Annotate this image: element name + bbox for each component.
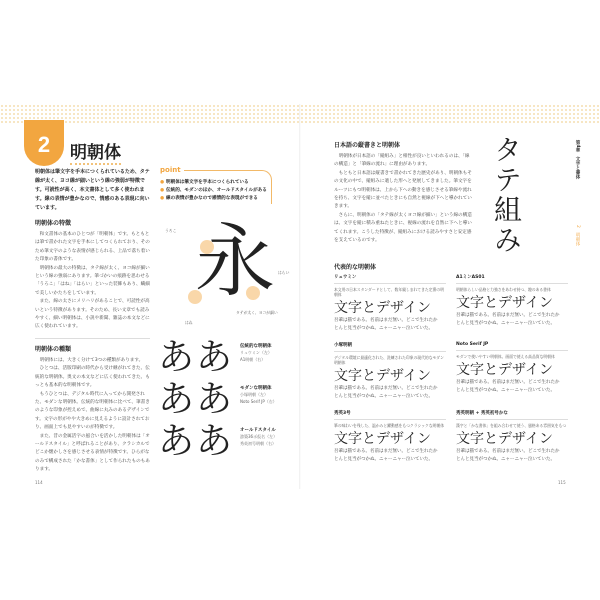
kana-sample: あ [158, 421, 195, 462]
font-card [456, 410, 568, 463]
paragraph: ひとつは、活版印刷の時代から受け継がれてきた、伝統的な明朝体。奥文の本文などに広く使われてきた、もっとも基本的な明朝体です。 [35, 366, 150, 389]
paragraph: 明朝体が日本語の「縦組み」と相性が良いといわれるのは、「線の構造」と「筆線の流れ」に理由があります。 [334, 154, 470, 168]
kana-sample: あ [158, 379, 195, 420]
page-title: 明朝体 [70, 138, 121, 165]
sample-text: とんと見当がつかぬ。ニャーニャー泣いていた。 [334, 325, 433, 331]
font-description: 明朝体らしい品格と力強さをあわせ持つ、趣のある書体 [456, 287, 551, 292]
paragraph: 明朝体の最大の特徴は、タテ線が太く、ヨコ線が細いという線の強弱にあります。筆づかいの痕跡を思わせる「うろこ」「はね」「はらい」といった装飾もあり、繊細で美しいかたちをしています。 [35, 265, 150, 296]
font-name: 小塚明朝 [334, 342, 446, 352]
font-card [456, 342, 568, 394]
section-heading: 代表的な明朝体 [334, 264, 377, 271]
sample-text: とんと見当がつかぬ。ニャーニャー泣いていた。 [456, 320, 555, 326]
paragraph: 和文書体の基本のひとつが「明朝体」です。もともとは筆で書かれた文字を手本にしてつくられており、そのため筆文字のような表情が感じられる、上品で落ち着いた印象の書体です。 [35, 232, 150, 263]
section-heading: 明朝体の種類 [35, 345, 72, 353]
section-features [35, 218, 150, 475]
section-heading: 明朝体の特徴 [35, 220, 72, 227]
font-name: 游築36ポ仮名（左） [240, 434, 278, 439]
font-sample: 文字とデザイン [334, 300, 432, 316]
paragraph: さらに、明朝体の「タテ線が太くヨコ線が細い」という線の構造は、文字を縦に積み重ねたときに、視線の流れを自然に下へと導いてくれます。こうした特徴が、縦組みにおける読みやすさと安定感を支えているのです。 [334, 212, 472, 244]
font-name: 秀英初号明朝（右） [240, 441, 276, 446]
page-number: 114 [35, 480, 43, 485]
point-item: ● 線の表情が豊かなので感情的な表現ができる [160, 195, 267, 203]
kana-group-oldstyle [158, 421, 233, 462]
font-card [456, 274, 568, 327]
diagram-character: 永 [195, 215, 275, 308]
font-sample: 文字とデザイン [456, 431, 554, 447]
font-sample: 文字とデザイン [456, 362, 554, 378]
diagram-label: はね [185, 320, 193, 325]
font-sample: 文字とデザイン [334, 368, 432, 384]
font-card [334, 274, 446, 332]
sample-text: とんと見当がつかぬ。ニャーニャー泣いていた。 [334, 456, 433, 462]
font-description: デジタル環境に最適化された、洗練された印象の現代的なモダン明朝体 [334, 355, 444, 365]
sample-text: 吾輩は猫である。名前はまだ無い。どこで生れたか [456, 313, 560, 318]
font-name: 秀英明朝 + 秀英初号かな [456, 410, 568, 420]
section-vertical-writing [334, 140, 474, 245]
font-name: 秀英3号 [334, 410, 446, 420]
sample-text: とんと見当がつかぬ。ニャーニャー泣いていた。 [456, 456, 555, 462]
kana-group-traditional [158, 337, 233, 378]
kana-group-modern [158, 379, 233, 420]
point-item: ● 伝統的、モダンのほか、オールドスタイルがある [160, 187, 267, 195]
paragraph: もともと日本語は縦書きで書かれてきた歴史があり、明朝体もその文化の中で、縦組みに適した形へと発展してきました。筆文字をルーツにもつ明朝体は、上から下への動きを感じさせる筆線や流れを持ち、文字を縦に並べたときにも自然と視線が下へと導かれていきます。 [334, 170, 472, 210]
diagram-label: うろこ [165, 228, 177, 233]
font-name: リュウミン（左） [240, 350, 272, 355]
group-title: オールドスタイル [240, 428, 276, 433]
section-heading: 日本語の縦書きと明朝体 [334, 142, 401, 149]
group-title: 伝統的な明朝体 [240, 344, 272, 349]
kana-group-info [240, 385, 298, 405]
font-name: Noto Serif JP（右） [240, 399, 277, 404]
diagram-label: タテが太く、ヨコが細い [236, 310, 278, 315]
font-card [334, 410, 446, 463]
font-name: 小塚明朝（左） [240, 392, 268, 397]
divider [35, 338, 150, 339]
font-description: 筆の味わいを残した、温かみと躍動感をもつクラシックな明朝体 [334, 423, 445, 428]
group-title: モダンな明朝体 [240, 386, 272, 391]
kana-sample: あ [196, 421, 233, 462]
sample-text: 吾輩は猫である。名前はまだ無い。どこで生れたか [456, 380, 560, 385]
kana-group-info [240, 427, 298, 447]
font-name: リュウミン [334, 274, 446, 284]
section-tab: 2 明朝体 [575, 225, 580, 246]
sample-text: とんと見当がつかぬ。ニャーニャー泣いていた。 [334, 393, 433, 399]
font-card [334, 342, 446, 400]
diagram-label: はらい [278, 270, 290, 275]
intro-text: 明朝体は筆文字を手本につくられているため、タテ線が太く、ヨコ線が細いという線の強弱が特徴です。可読性が高く、本文書体として多く使われます。線の表情が豊かなので、情感のある表現に向いています。 [35, 169, 150, 211]
point-item: ● 明朝体は筆文字を手本につくられている [160, 179, 267, 187]
kana-sample: あ [196, 379, 233, 420]
sample-text: 吾輩は猫である。名前はまだ無い。どこで生れたか [334, 386, 438, 391]
font-description: モダンで使いやすい明朝体。画面で使える高品質な明朝体 [456, 354, 555, 359]
paragraph: 明朝体には、大きく分けて3つの種類があります。 [39, 357, 144, 363]
font-name: Noto Serif JP [456, 342, 568, 351]
paragraph: もうひとつは、デジタル時代に入ってから開発された、モダンな明朝体。伝統的な明朝体に比べて、筆書きのような印象が控えめで、曲線に丸みのあるデザインです。文字の形がやや大きめに見えるように設計されており、画面上でも見やすいのが特徴です。 [35, 391, 150, 431]
paragraph: また、線の太さにメリハリがあることで、可読性が高いという特徴があります。そのため、長い文章でも読みやすく、細い明朝体は、小説や新聞、雑誌の本文などに広く使われています。 [35, 299, 150, 330]
vertical-sample-text: タテ組み [490, 135, 523, 255]
font-description: 本文用の日本スタンダードとして、数年親しまれてきた定番の明朝体 [334, 287, 444, 297]
page-number: 115 [558, 480, 566, 485]
kana-sample: あ [196, 337, 233, 378]
font-sample: 文字とデザイン [456, 295, 554, 311]
font-name: A1明朝（右） [240, 357, 266, 362]
paragraph: また、昔の金属活字の風合いを活かした明朝体は「オールドスタイル」と呼ばれることがあり、クラシカルでどこか懐かしさを感じさせる表情が特徴です。ひらがなのみで構成された「かな書体」として作られたものもあります。 [35, 433, 150, 473]
kana-sample: あ [158, 337, 195, 378]
font-name: A1ミンAS01 [456, 274, 568, 284]
font-description: 漢字と「かな書体」を組み合わせて使う、風格ある雰囲気をもつ [456, 423, 567, 428]
point-label: point [160, 166, 184, 174]
font-sample: 文字とデザイン [334, 431, 432, 447]
sample-text: 吾輩は猫である。名前はまだ無い。どこで生れたか [334, 318, 438, 323]
point-box [160, 166, 272, 204]
sample-text: 吾輩は猫である。名前はまだ無い。どこで生れたか [334, 449, 438, 454]
chapter-tab: 第4章 文字と書体 [575, 140, 580, 180]
sample-text: 吾輩は猫である。名前はまだ無い。どこで生れたか [456, 449, 560, 454]
kana-group-info [240, 343, 298, 363]
page-gutter [299, 104, 301, 489]
chapter-number-badge: 2 [24, 120, 64, 166]
sample-text: とんと見当がつかぬ。ニャーニャー泣いていた。 [456, 387, 555, 393]
